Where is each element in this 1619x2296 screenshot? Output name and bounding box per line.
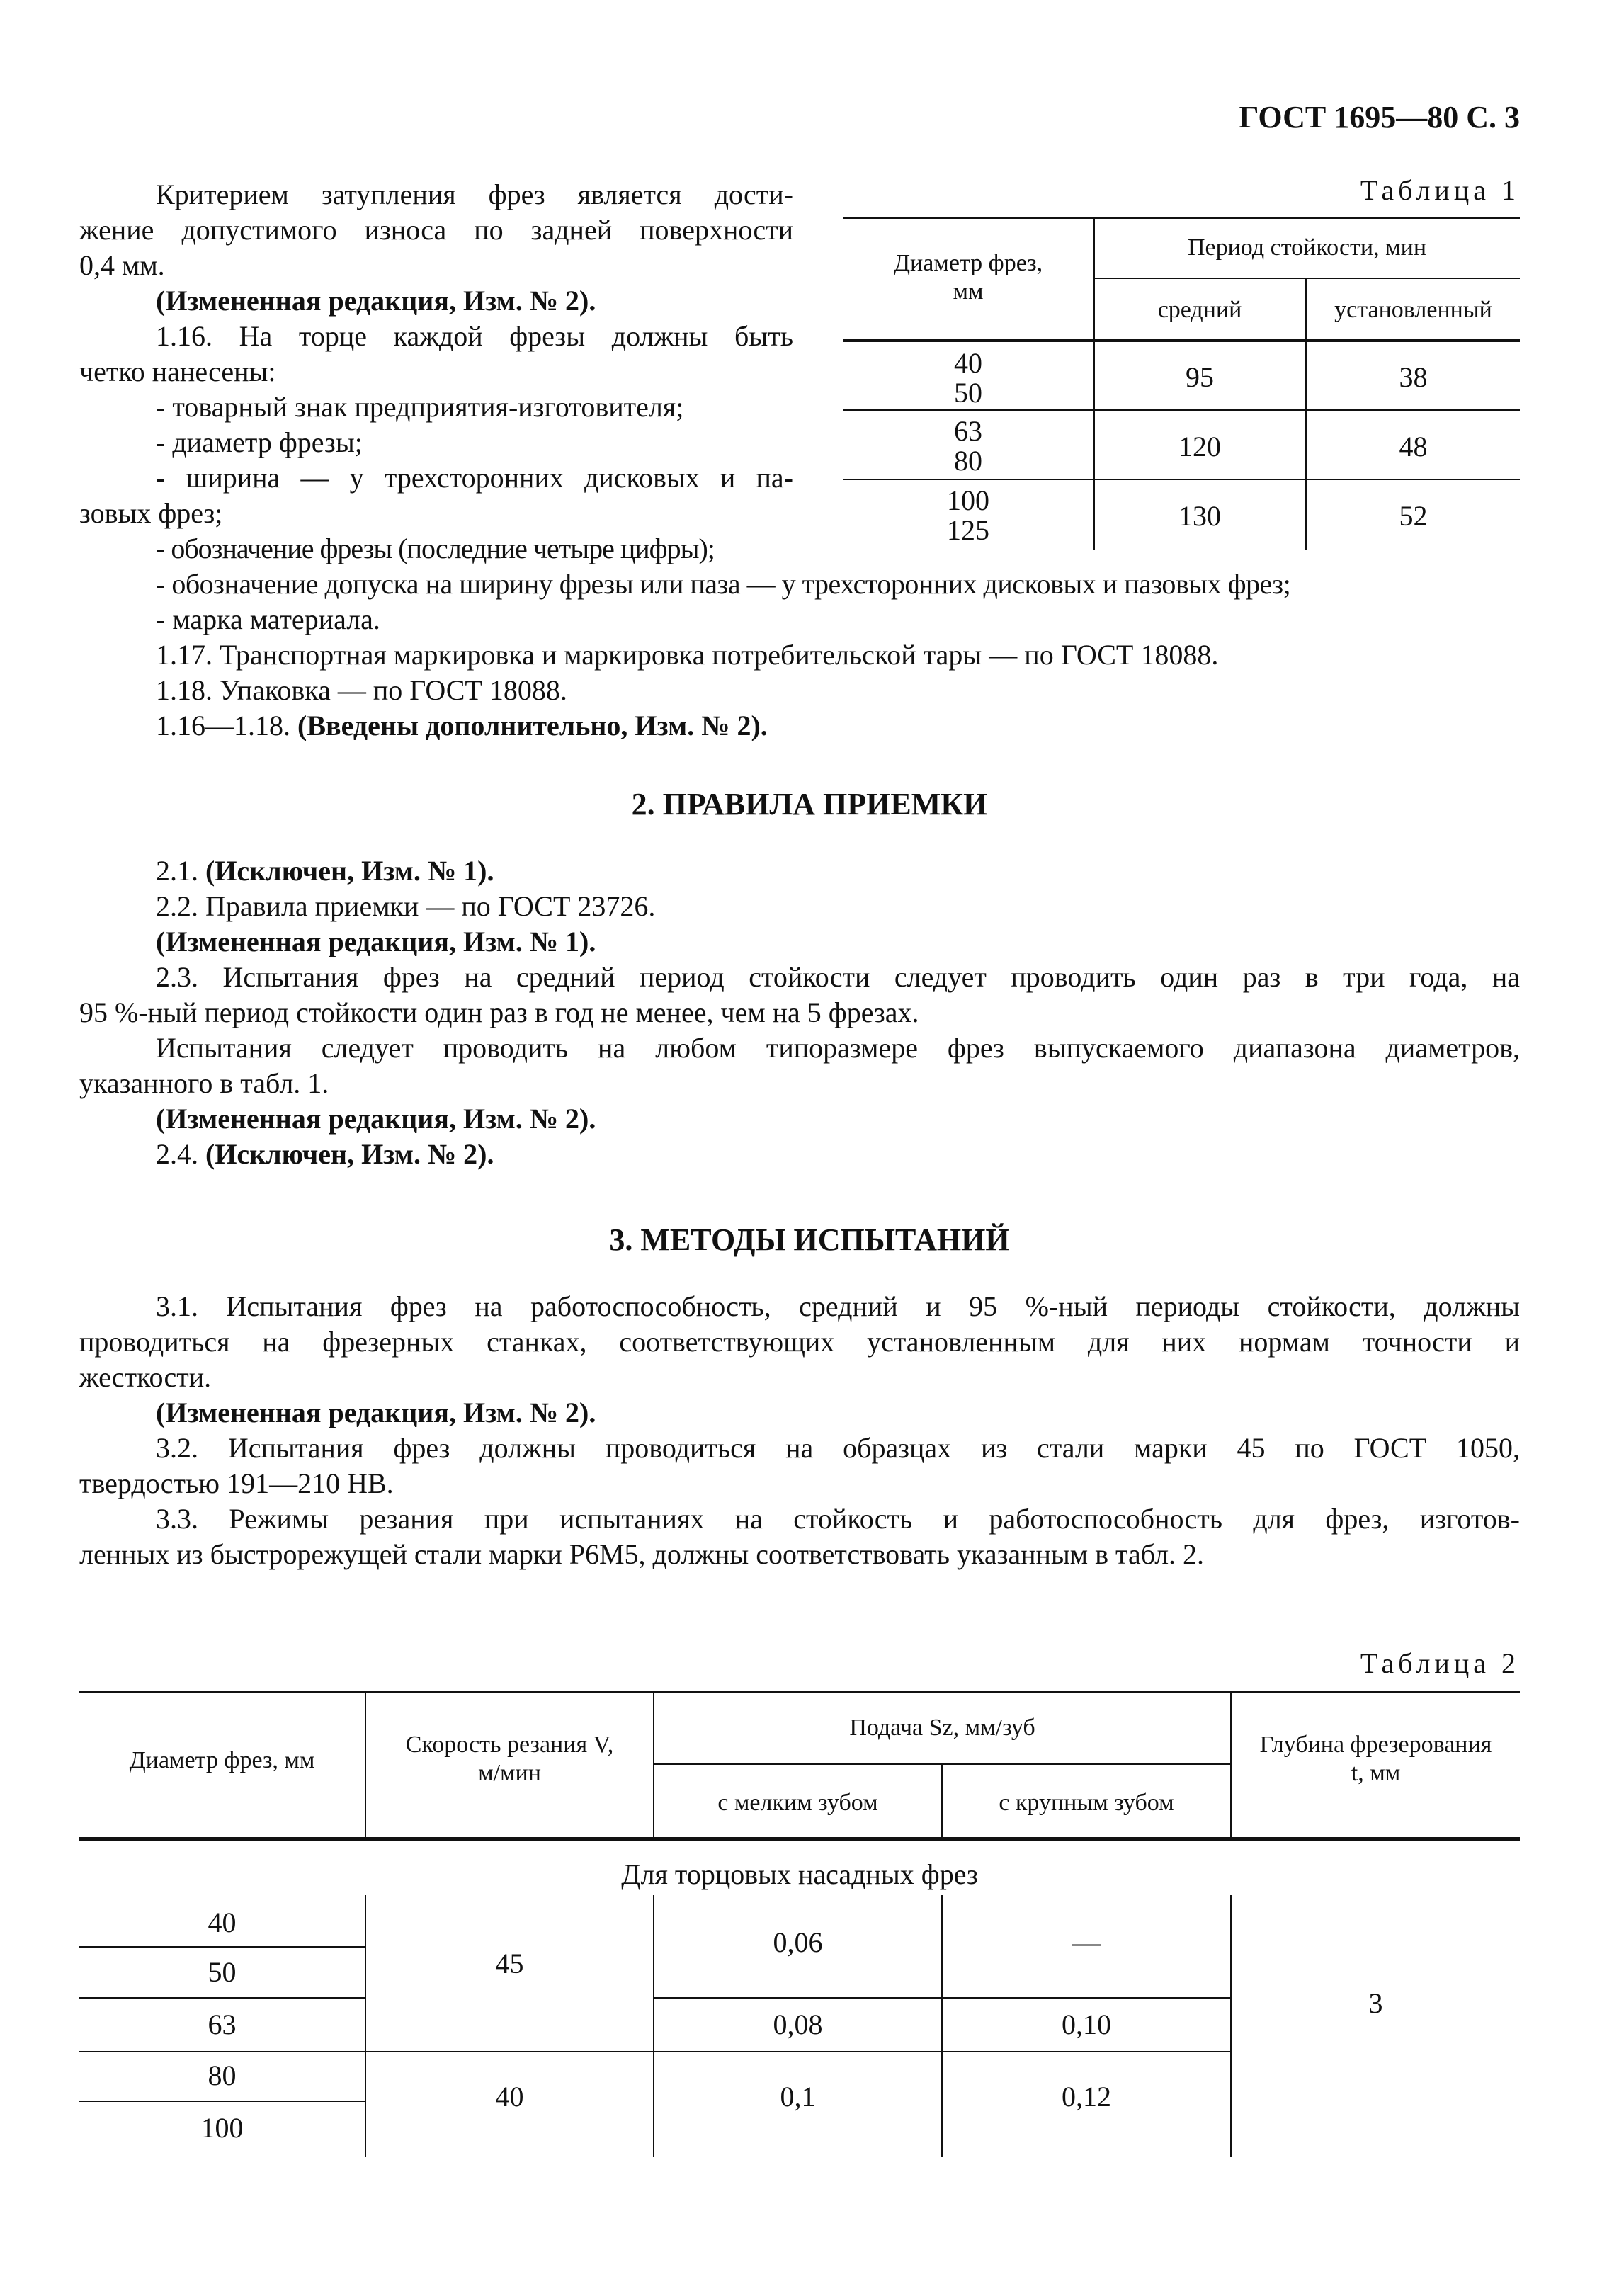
table2-diameter-63: 63 [208,2008,237,2040]
table2-coarse-c: 0,12 [1062,2081,1111,2113]
para-116-item1: - товарный знак предприятия-изготовителя; [156,391,684,423]
table1-head-diameter: Диаметр фрез, [893,250,1043,276]
table1-row2-d1: 63 [954,415,982,447]
para-115-change: (Измененная редакция, Изм. № 2). [156,285,596,317]
table1-row1-d1: 40 [954,347,982,379]
table1-caption: Таблица 1 [1360,174,1520,206]
para-24-bold: (Исключен, Изм. № 2). [205,1138,494,1170]
table1-row1-d2: 50 [954,377,982,409]
table2-head-speed-l2: м/мин [478,1760,541,1786]
table2-speed-40: 40 [495,2081,524,2113]
table2-head-diameter: Диаметр фрез, мм [129,1747,315,1773]
table2-group-title: Для торцовых насадных фрез [621,1858,978,1890]
table2-fine-c: 0,1 [780,2081,816,2113]
para-116-item5: - обозначение допуска на ширину фрезы или паза — у трехсторонних дисковых и пазовых фрез; [156,568,1291,600]
table2-caption: Таблица 2 [1360,1647,1520,1679]
para-23-line2: 95 %-ный период стойкости один раз в год не менее, чем на 5 фрезах. [79,996,919,1028]
table1-row1-set: 38 [1399,361,1428,393]
para-31-line3: жесткости. [79,1361,212,1393]
para-117: 1.17. Транспортная маркировка и маркировка потребительской тары — по ГОСТ 18088. [156,639,1219,671]
para-116-item2: - диаметр фрезы; [156,426,363,458]
table2-fine-b: 0,08 [773,2008,823,2040]
table1-row1-avg: 95 [1186,361,1214,393]
para-116-item3: - ширина — у трехсторонних дисковых и па- [156,462,793,494]
table1-row3-avg: 130 [1178,500,1221,532]
table1-row2-avg: 120 [1178,431,1221,462]
para-24-num: 2.4. [156,1138,198,1170]
para-21-bold: (Исключен, Изм. № 1). [205,855,494,887]
table1-row2-d2: 80 [954,445,982,477]
table2-head-depth-l2: t, мм [1351,1760,1401,1786]
table2-diameter-80: 80 [208,2059,237,2091]
table2-coarse-a: — [1072,1926,1101,1958]
table2-coarse-b: 0,10 [1062,2008,1111,2040]
para-23b-line1: Испытания следует проводить на любом типоразмере фрез выпускаемого диапазона диаметров, [156,1032,1520,1064]
table2-fine-a: 0,06 [773,1926,823,1958]
para-33-line2: ленных из быстрорежущей стали марки Р6М5, должны соответствовать указанным в табл. 2. [79,1538,1205,1570]
para-23-change: (Измененная редакция, Изм. № 2). [156,1103,596,1135]
table2-diameter-40: 40 [208,1906,237,1938]
table2-speed-45: 45 [495,1948,524,1979]
table1-head-average: средний [1157,297,1242,323]
table2-depth: 3 [1368,1987,1383,2019]
para-116-line2: четко нанесены: [79,356,276,387]
para-24 [156,1137,494,1172]
section2-title: 2. ПРАВИЛА ПРИЕМКИ [631,787,988,822]
table1-row3-d2: 125 [947,514,989,546]
table2-head-coarse: с крупным зубом [999,1790,1174,1816]
para-118: 1.18. Упаковка — по ГОСТ 18088. [156,674,567,706]
para-33-line1: 3.3. Режимы резания при испытаниях на стойкость и работоспособность для фрез, изготов- [156,1503,1520,1535]
table2-head-speed-l1: Скорость резания V, [405,1732,614,1758]
table2-head-feed: Подача Sz, мм/зуб [849,1715,1035,1741]
para-116-item3-cont: зовых фрез; [79,497,223,529]
para-32-line1: 3.2. Испытания фрез должны проводиться на образцах из стали марки 45 по ГОСТ 1050, [156,1432,1520,1464]
table2-diameter-50: 50 [208,1956,237,1988]
para-116-118-bold: (Введены дополнительно, Изм. № 2). [297,710,768,741]
section3-title: 3. МЕТОДЫ ИСПЫТАНИЙ [609,1222,1010,1257]
para-116-118-num: 1.16—1.18. [156,710,290,741]
table1-head-period: Период стойкости, мин [1187,234,1427,261]
table2-diameter-100: 100 [200,2112,244,2144]
para-31-change: (Измененная редакция, Изм. № 2). [156,1397,596,1428]
para-116-118-note [156,708,768,744]
table1-head-set: установленный [1334,297,1492,323]
para-21 [156,853,494,889]
table1-row3-set: 52 [1399,500,1428,532]
para-22: 2.2. Правила приемки — по ГОСТ 23726. [156,890,656,922]
table1-row2-set: 48 [1399,431,1428,462]
para-21-num: 2.1. [156,855,198,887]
page-header: ГОСТ 1695—80 С. 3 [1239,100,1520,135]
para-31-line2: проводиться на фрезерных станках, соответствующих установленным для них нормам точности и [79,1326,1520,1358]
para-116-item6: - марка материала. [156,603,380,635]
para-31-line1: 3.1. Испытания фрез на работоспособность, средний и 95 %-ный периоды стойкости, должны [156,1290,1520,1322]
para-115-line3: 0,4 мм. [79,249,165,281]
para-22-change: (Измененная редакция, Изм. № 1). [156,926,596,957]
para-116-line1: 1.16. На торце каждой фрезы должны быть [156,320,793,352]
para-23b-line2: указанного в табл. 1. [79,1067,329,1099]
para-115-line2: жение допустимого износа по задней поверхности [79,214,793,246]
table1-head-diameter-unit: мм [953,278,984,305]
table1-row3-d1: 100 [947,484,989,516]
para-115-line1: Критерием затупления фрез является дости- [156,178,793,210]
table2-head-depth-l1: Глубина фрезерования [1259,1732,1492,1758]
table2-head-fine: с мелким зубом [717,1790,878,1816]
para-32-line2: твердостью 191—210 НВ. [79,1467,394,1499]
para-116-item4: - обозначение фрезы (последние четыре цифры); [156,533,715,564]
para-23-line1: 2.3. Испытания фрез на средний период стойкости следует проводить один раз в три года, на [156,961,1520,993]
